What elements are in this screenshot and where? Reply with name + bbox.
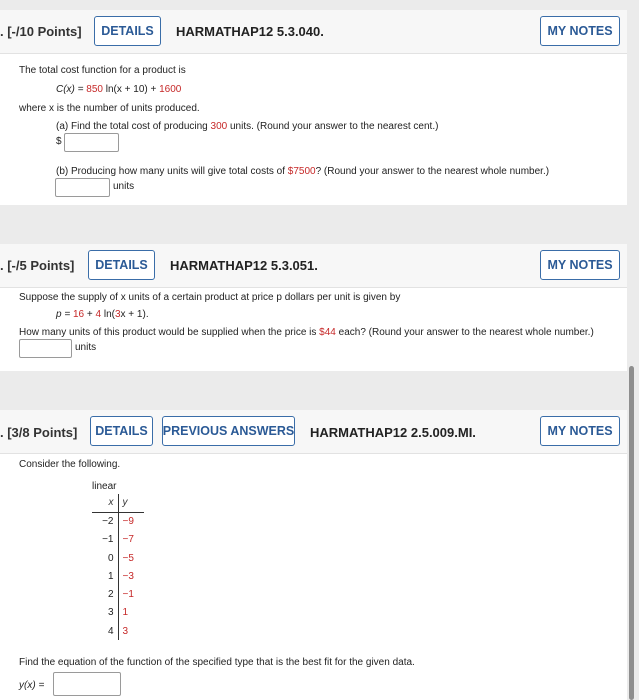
table-cell-x: 1 bbox=[92, 567, 118, 585]
points-label: . [-/10 Points] bbox=[0, 24, 82, 39]
supply-units-input[interactable] bbox=[19, 339, 72, 358]
table-cell-y: −1 bbox=[122, 589, 134, 601]
cost-formula: C(x) = 850 ln(x + 10) + 1600 bbox=[56, 84, 182, 95]
table-cell-y: −5 bbox=[122, 552, 134, 564]
table-cell-y: −3 bbox=[122, 570, 134, 582]
part-a-text: (a) Find the total cost of producing 300 units. (Round your answer to the nearest cent.) bbox=[56, 121, 439, 132]
table-cell-y: −9 bbox=[122, 516, 134, 528]
table-row bbox=[92, 512, 144, 530]
table-cell-y: −7 bbox=[122, 534, 134, 546]
where-text: where x is the number of units produced. bbox=[19, 103, 200, 114]
table-cell-x: 3 bbox=[92, 604, 118, 622]
table-cell-x: 2 bbox=[92, 585, 118, 603]
table-row bbox=[92, 622, 144, 640]
table-row bbox=[92, 531, 144, 549]
table-cell-x: 4 bbox=[92, 622, 118, 640]
problem-card-3 bbox=[0, 410, 627, 700]
scrollbar[interactable] bbox=[629, 366, 634, 700]
dollar-sign: $ bbox=[56, 136, 62, 147]
details-button[interactable]: DETAILS bbox=[90, 416, 153, 446]
table-cell-y: 1 bbox=[122, 607, 129, 619]
previous-answers-button[interactable]: PREVIOUS ANSWERS bbox=[162, 416, 295, 446]
problem-intro: The total cost function for a product is bbox=[19, 65, 186, 76]
fit-question: Find the equation of the function of the specified type that is the best fit for the given data. bbox=[19, 657, 415, 668]
problem-code: HARMATHAP12 5.3.040. bbox=[176, 24, 324, 39]
equation-input[interactable] bbox=[53, 672, 121, 696]
points-label: . [-/5 Points] bbox=[0, 258, 75, 273]
part-b-text: (b) Producing how many units will give total costs of $7500? (Round your answer to the nearest whole number.) bbox=[56, 166, 550, 177]
table-row bbox=[92, 585, 144, 603]
problem-card-2 bbox=[0, 244, 627, 371]
problem-intro: Suppose the supply of x units of a certain product at price p dollars per unit is given by bbox=[19, 292, 401, 303]
units-label: units bbox=[113, 181, 135, 192]
my-notes-button[interactable]: MY NOTES bbox=[540, 250, 620, 280]
header-y: y bbox=[118, 494, 144, 512]
answer-label: y(x) = bbox=[19, 680, 45, 691]
details-button[interactable]: DETAILS bbox=[88, 250, 155, 280]
problem-header bbox=[0, 410, 627, 454]
supply-formula: p = 16 + 4 ln(3x + 1). bbox=[56, 309, 149, 320]
total-cost-input[interactable] bbox=[64, 133, 119, 152]
problem-header bbox=[0, 10, 627, 54]
problem-intro: Consider the following. bbox=[19, 459, 121, 470]
table-header-row bbox=[92, 494, 144, 512]
table-row bbox=[92, 604, 144, 622]
table-cell-x: 0 bbox=[92, 549, 118, 567]
table-cell-x: −2 bbox=[92, 512, 118, 530]
supply-question: How many units of this product would be supplied when the price is $44 each? (Round your answer to the nearest whole number.) bbox=[19, 327, 594, 338]
points-label: . [3/8 Points] bbox=[0, 425, 78, 440]
header-x: x bbox=[92, 494, 118, 512]
table-row bbox=[92, 549, 144, 567]
details-button[interactable]: DETAILS bbox=[94, 16, 161, 46]
data-table bbox=[92, 494, 144, 640]
problem-code: HARMATHAP12 2.5.009.MI. bbox=[310, 425, 476, 440]
table-row bbox=[92, 567, 144, 585]
problem-card-1 bbox=[0, 10, 627, 205]
units-label: units bbox=[75, 342, 97, 353]
problem-code: HARMATHAP12 5.3.051. bbox=[170, 258, 318, 273]
table-title: linear bbox=[92, 481, 117, 492]
table-cell-x: −1 bbox=[92, 531, 118, 549]
my-notes-button[interactable]: MY NOTES bbox=[540, 16, 620, 46]
units-input[interactable] bbox=[55, 178, 110, 197]
my-notes-button[interactable]: MY NOTES bbox=[540, 416, 620, 446]
table-cell-y: 3 bbox=[122, 625, 129, 637]
problem-header bbox=[0, 244, 627, 288]
